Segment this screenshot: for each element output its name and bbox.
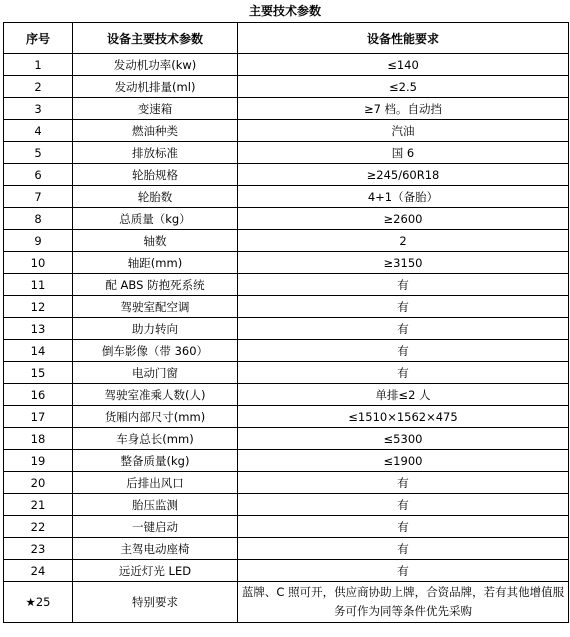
- cell-number: 8: [4, 208, 73, 230]
- cell-parameter: 轮胎数: [73, 186, 238, 208]
- cell-requirement: 有: [238, 538, 569, 560]
- cell-parameter: 发动机功率(kw): [73, 54, 238, 76]
- cell-parameter: 远近灯光 LED: [73, 560, 238, 582]
- cell-requirement: ≤140: [238, 54, 569, 76]
- cell-number: 11: [4, 274, 73, 296]
- header-requirement: 设备性能要求: [238, 23, 569, 54]
- cell-requirement: ≤2.5: [238, 76, 569, 98]
- cell-number: 23: [4, 538, 73, 560]
- cell-parameter: 变速箱: [73, 98, 238, 120]
- cell-requirement: ≥7 档。自动挡: [238, 98, 569, 120]
- table-row: [4, 76, 569, 98]
- table-row: [4, 120, 569, 142]
- cell-parameter: 排放标准: [73, 142, 238, 164]
- cell-number: 6: [4, 164, 73, 186]
- cell-number: 22: [4, 516, 73, 538]
- cell-number: 1: [4, 54, 73, 76]
- cell-number: 3: [4, 98, 73, 120]
- cell-parameter: 电动门窗: [73, 362, 238, 384]
- cell-requirement: 有: [238, 340, 569, 362]
- cell-requirement: ≥2600: [238, 208, 569, 230]
- cell-number: 19: [4, 450, 73, 472]
- cell-number: 12: [4, 296, 73, 318]
- table-row: [4, 472, 569, 494]
- table-row: [4, 230, 569, 252]
- table-row: [4, 318, 569, 340]
- cell-requirement: 有: [238, 516, 569, 538]
- cell-requirement: 2: [238, 230, 569, 252]
- table-row: [4, 340, 569, 362]
- cell-number: 10: [4, 252, 73, 274]
- cell-number: 17: [4, 406, 73, 428]
- cell-requirement: 有: [238, 296, 569, 318]
- table-row: [4, 516, 569, 538]
- table-row: [4, 406, 569, 428]
- cell-requirement: ≤1510×1562×475: [238, 406, 569, 428]
- table-row: [4, 164, 569, 186]
- cell-parameter: 助力转向: [73, 318, 238, 340]
- cell-number: 7: [4, 186, 73, 208]
- cell-requirement: 有: [238, 318, 569, 340]
- cell-parameter: 倒车影像（带 360）: [73, 340, 238, 362]
- cell-parameter: 燃油种类: [73, 120, 238, 142]
- cell-requirement: 蓝牌、C 照可开，供应商协助上牌，合资品牌，若有其他增值服务可作为同等条件优先采购: [238, 582, 569, 623]
- cell-parameter: 轴距(mm): [73, 252, 238, 274]
- cell-requirement: 4+1（备胎）: [238, 186, 569, 208]
- table-row: [4, 450, 569, 472]
- cell-number: 5: [4, 142, 73, 164]
- cell-parameter: 驾驶室配空调: [73, 296, 238, 318]
- table-row: [4, 142, 569, 164]
- cell-parameter: 货厢内部尺寸(mm): [73, 406, 238, 428]
- cell-parameter: 主驾电动座椅: [73, 538, 238, 560]
- cell-number: 14: [4, 340, 73, 362]
- table-row: [4, 186, 569, 208]
- cell-number: 20: [4, 472, 73, 494]
- cell-number: 13: [4, 318, 73, 340]
- cell-number: 9: [4, 230, 73, 252]
- cell-number: 4: [4, 120, 73, 142]
- cell-number: 15: [4, 362, 73, 384]
- cell-requirement: ≤5300: [238, 428, 569, 450]
- table-row: [4, 428, 569, 450]
- cell-requirement: 有: [238, 362, 569, 384]
- table-row: [4, 582, 569, 623]
- table-row: [4, 208, 569, 230]
- cell-requirement: 国 6: [238, 142, 569, 164]
- cell-parameter: 胎压监测: [73, 494, 238, 516]
- cell-number: 21: [4, 494, 73, 516]
- cell-number: 24: [4, 560, 73, 582]
- cell-parameter: 整备质量(kg): [73, 450, 238, 472]
- cell-requirement: 汽油: [238, 120, 569, 142]
- header-number: 序号: [4, 23, 73, 54]
- header-row: [4, 23, 569, 54]
- table-row: [4, 384, 569, 406]
- cell-parameter: 轮胎规格: [73, 164, 238, 186]
- cell-parameter: 总质量（kg）: [73, 208, 238, 230]
- table-row: [4, 538, 569, 560]
- table-title: 主要技术参数: [248, 4, 321, 18]
- cell-parameter: 驾驶室准乘人数(人): [73, 384, 238, 406]
- cell-requirement: 有: [238, 560, 569, 582]
- table-row: [4, 362, 569, 384]
- cell-parameter: 轴数: [73, 230, 238, 252]
- table-row: [4, 296, 569, 318]
- cell-parameter: 配 ABS 防抱死系统: [73, 274, 238, 296]
- cell-number: 2: [4, 76, 73, 98]
- cell-requirement: ≤1900: [238, 450, 569, 472]
- cell-parameter: 发动机排量(ml): [73, 76, 238, 98]
- cell-number: 18: [4, 428, 73, 450]
- cell-requirement: 单排≤2 人: [238, 384, 569, 406]
- cell-parameter: 后排出风口: [73, 472, 238, 494]
- table-row: [4, 494, 569, 516]
- cell-requirement: ≥245/60R18: [238, 164, 569, 186]
- table-row: [4, 252, 569, 274]
- table-row: [4, 54, 569, 76]
- cell-parameter: 车身总长(mm): [73, 428, 238, 450]
- cell-number: 16: [4, 384, 73, 406]
- cell-requirement: 有: [238, 472, 569, 494]
- cell-requirement: 有: [238, 274, 569, 296]
- table-row: [4, 98, 569, 120]
- cell-parameter: 特别要求: [73, 582, 238, 623]
- parameters-table: [3, 22, 569, 623]
- table-row: [4, 274, 569, 296]
- header-parameter: 设备主要技术参数: [73, 23, 238, 54]
- cell-number: ★25: [4, 582, 73, 623]
- cell-parameter: 一键启动: [73, 516, 238, 538]
- table-row: [4, 560, 569, 582]
- cell-requirement: ≥3150: [238, 252, 569, 274]
- cell-requirement: 有: [238, 494, 569, 516]
